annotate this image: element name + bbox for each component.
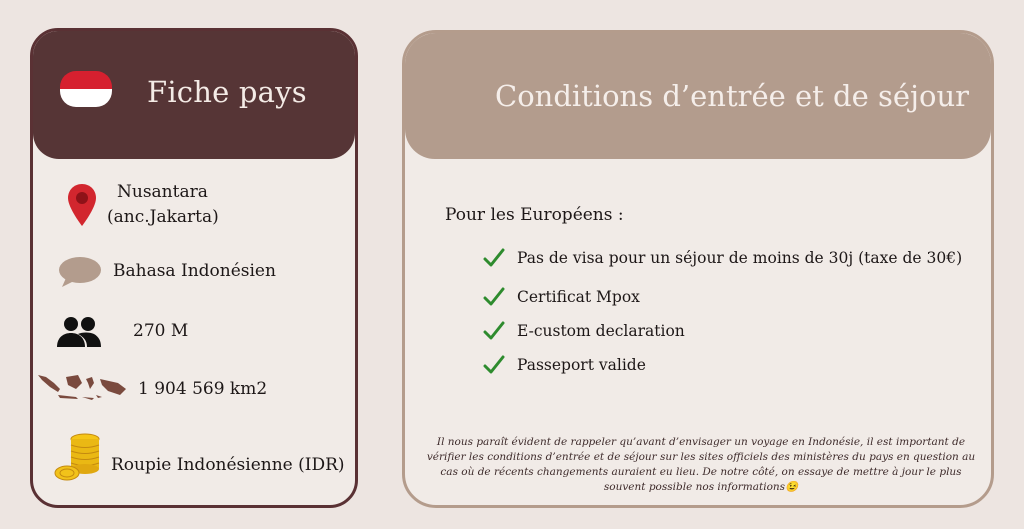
condition-item	[483, 283, 640, 311]
checkmark-icon	[483, 247, 505, 269]
area-label: 1 904 569 km2	[138, 379, 268, 399]
indonesia-map-icon	[36, 371, 128, 405]
language-label: Bahasa Indonésien	[113, 261, 276, 281]
entry-conditions-header	[405, 33, 991, 159]
condition-item	[483, 351, 646, 379]
checkmark-icon	[483, 320, 505, 342]
entry-conditions-title: Conditions d’entrée et de séjour	[495, 79, 970, 113]
indonesia-flag-icon	[60, 71, 112, 107]
capital-line-1: Nusantara	[117, 182, 208, 202]
country-card-header	[33, 31, 355, 159]
condition-text: Passeport valide	[517, 356, 646, 374]
checkmark-icon	[483, 286, 505, 308]
location-pin-icon	[67, 183, 97, 227]
speech-bubble-icon	[58, 256, 102, 288]
condition-text: E-custom declaration	[517, 322, 685, 340]
checkmark-icon	[483, 354, 505, 376]
country-card-title: Fiche pays	[147, 75, 307, 109]
europeans-subheading: Pour les Européens :	[445, 205, 624, 225]
condition-item	[483, 317, 685, 345]
coins-icon	[53, 431, 103, 483]
currency-label: Roupie Indonésienne (IDR)	[111, 455, 345, 475]
condition-text: Certificat Mpox	[517, 288, 640, 306]
entry-conditions-card	[402, 30, 994, 508]
country-card	[30, 28, 358, 508]
disclaimer-note: Il nous paraît évident de rappeler qu’avant d’envisager un voyage en Indonésie, il est important de vérifier les conditions d’entrée et de séjour sur les sites officiels des ministères du pays en question au cas où de récents changements auraient eu lieu. De notre côté, on essaye de mettre à jour le plus souvent possible nos informations😉	[426, 436, 976, 493]
population-icon	[56, 316, 102, 348]
condition-item	[483, 244, 962, 272]
population-label: 270 M	[133, 321, 189, 341]
condition-text: Pas de visa pour un séjour de moins de 30j (taxe de 30€)	[517, 249, 963, 267]
capital-line-2: (anc.Jakarta)	[107, 207, 219, 227]
